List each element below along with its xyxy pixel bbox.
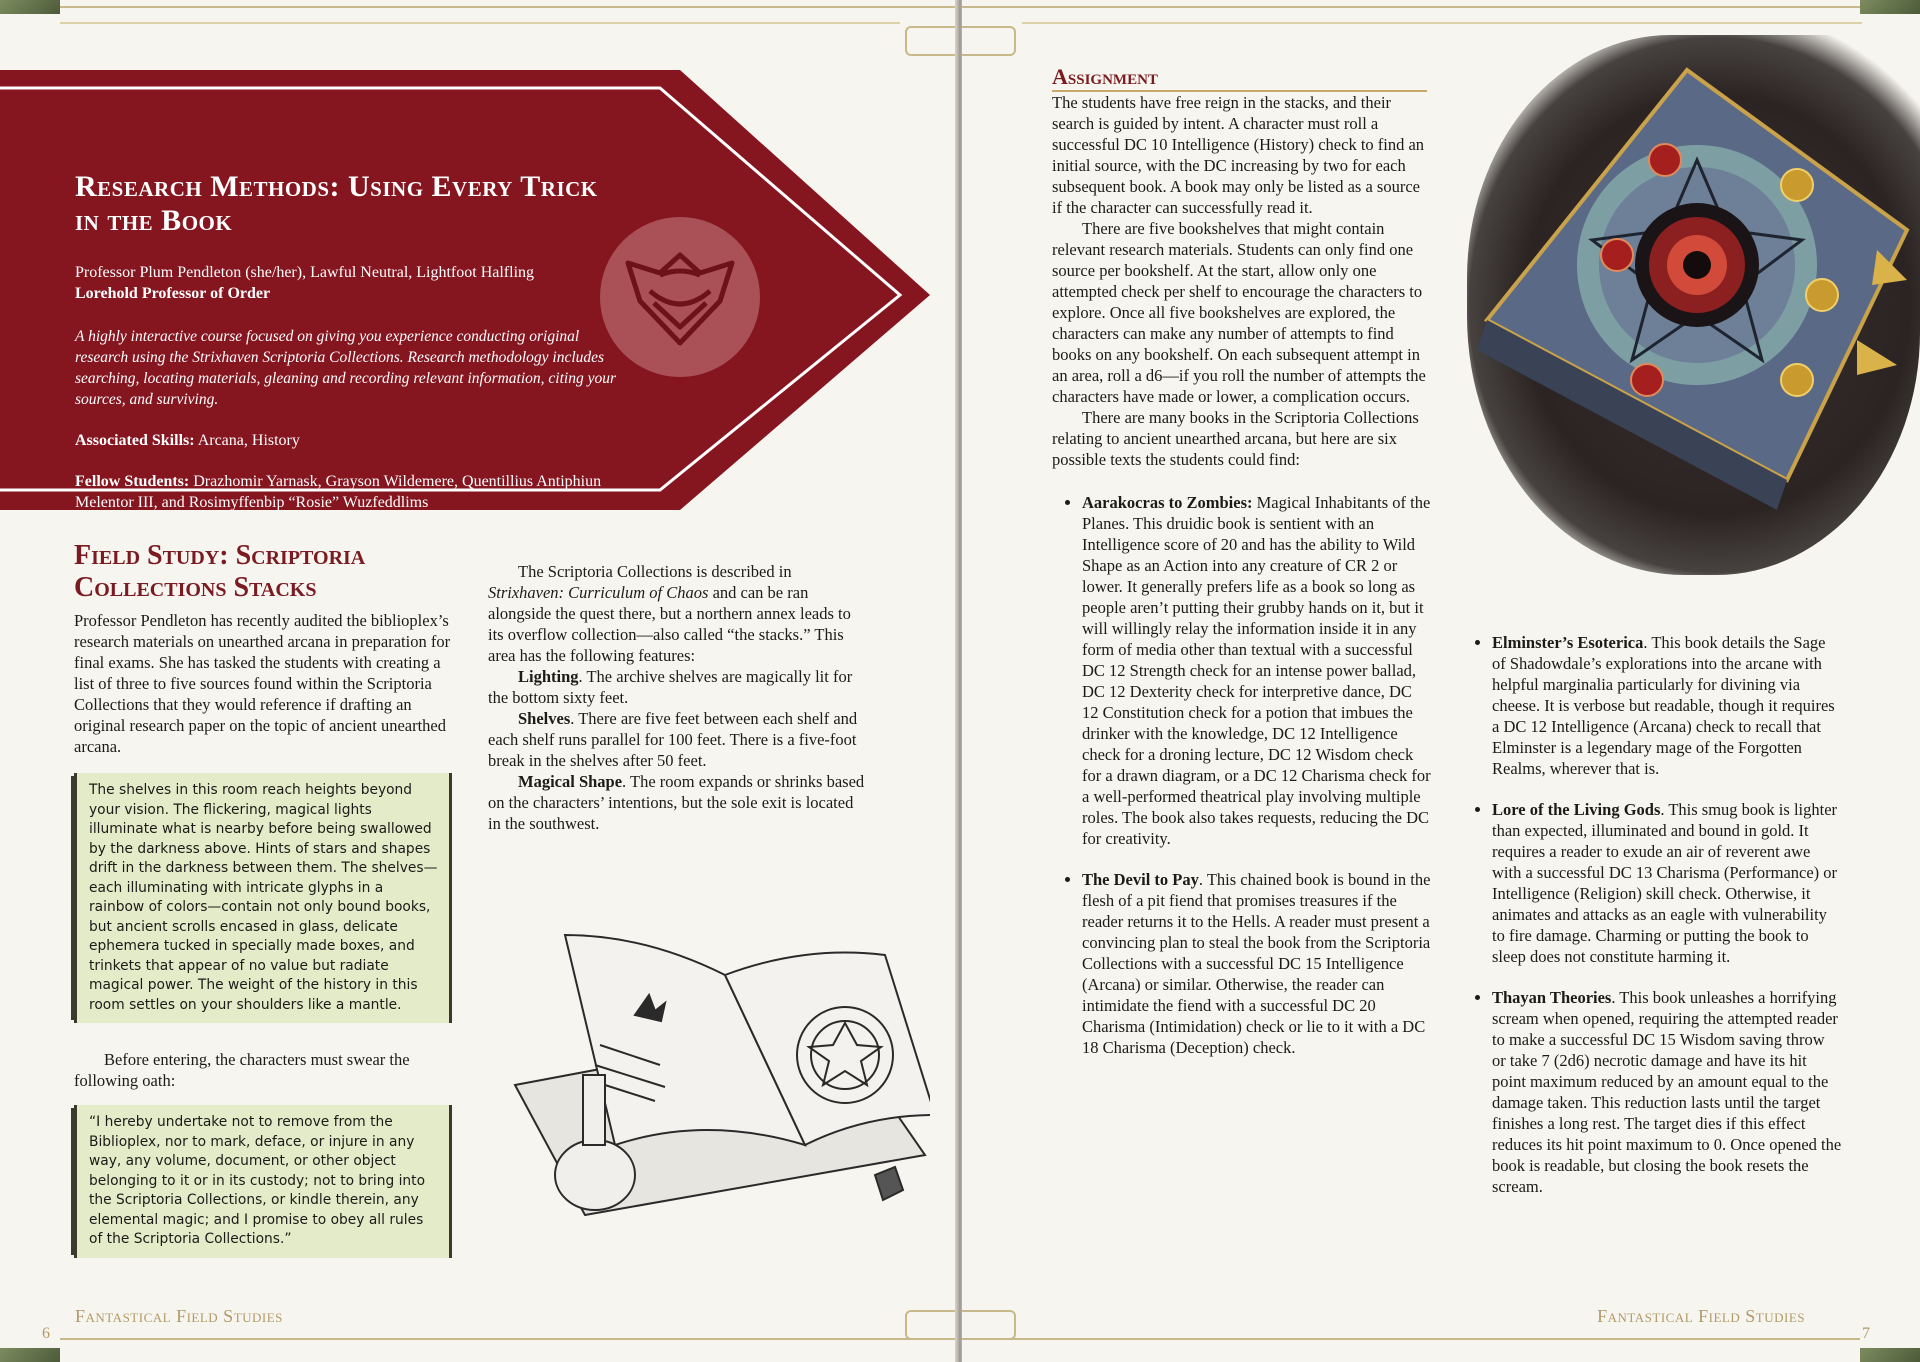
professor-position: Lorehold Professor of Order [75, 285, 271, 302]
book-list-column-2 [1462, 632, 1842, 1217]
left-column-1 [74, 540, 452, 1258]
right-page [962, 0, 1920, 1362]
assignment-heading: Assignment [1052, 64, 1427, 92]
left-page-number: 6 [42, 1325, 50, 1342]
top-hex-ornament [962, 26, 1016, 56]
left-footer: Fantastical Field Studies [75, 1306, 283, 1326]
oath-box: “I hereby undertake not to remove from the Biblioplex, nor to mark, deface, or injure in any way, any volume, document, or other object belonging to it or in its custody; not to bring into the Scriptoria Collections, or kindle therein, any elemental magic; and I promise to obey all rules of the Scriptoria Collections.” [74, 1105, 452, 1258]
book-description: . This book details the Sage of Shadowdale’s explorations into the arcane with helpful marginalia particularly for divining via cheese. It is verbose but readable, though it requires a DC 12 Intelligence (Arcana) check to recall that Elminster is a legendary mage of the Forgotten Realms, wherever that is. [1492, 633, 1835, 778]
list-item [1082, 869, 1432, 1058]
top-border [962, 6, 1860, 8]
banner-text [75, 170, 635, 513]
shelves-text: . There are five feet between each shelf and each shelf runs parallel for 100 feet. There is a five-foot break in the shelves after 50 feet. [488, 709, 858, 770]
open-spellbook-illustration-icon [505, 905, 930, 1250]
book-description: . This chained book is bound in the flesh of a pit fiend that promises treasures if the reader returns it to the Hells. A reader must present a convincing plan to steal the book from the Scriptoria Collections with a successful DC 15 Intelligence (Arcana) or similar. Otherwise, the reader can intimidate the fiend with a successful DC 20 Charisma (Intimidation) check or lie to it with a DC 18 Charisma (Deception) check. [1082, 870, 1431, 1057]
bottom-hex-ornament [905, 1310, 958, 1340]
book-list-1 [1052, 492, 1432, 1058]
top-hex-ornament [905, 26, 958, 56]
book-title: Aarakocras to Zombies: [1082, 493, 1253, 512]
top-border-inner [1022, 22, 1862, 24]
list-item [1082, 492, 1432, 849]
corner-ornament [0, 0, 60, 14]
feature-magical-shape [488, 771, 866, 834]
lighting-text: . The archive shelves are magically lit for the bottom sixty feet. [488, 667, 853, 707]
feature-shelves [488, 708, 866, 771]
field-study-heading-line2: Collections Stacks [74, 572, 317, 603]
list-item [1492, 632, 1842, 779]
book-title: Thayan Theories [1492, 988, 1612, 1007]
list-item [1492, 987, 1842, 1197]
oath-intro: Before entering, the characters must swear the following oath: [74, 1050, 410, 1090]
top-border [60, 6, 958, 8]
skills-label: Associated Skills: [75, 432, 195, 449]
read-aloud-box: The shelves in this room reach heights beyond your vision. The flickering, magical lights illuminate what is nearby before being swallowed by the darkness above. Hints of stars and shapes drift in the darkness between them. The shelves—each illuminating with intricate glyphs in a rainbow of colors—contain not only bound books, but ancient scrolls encased in glass, delicate ephemera tucked in specially made boxes, and trinkets that appear of no value but radiate magical power. The weight of the history in this room settles on your shoulders like a mantle. [74, 773, 452, 1023]
eye-tome-illustration-icon [1467, 50, 1920, 550]
book-title: Elminster’s Esoterica [1492, 633, 1644, 652]
shape-text: . The room expands or shrinks based on the characters’ intentions, but the sole exit is located in the southwest. [488, 772, 865, 833]
book-title: The Devil to Pay [1082, 870, 1199, 889]
assignment-paragraph-3: There are many books in the Scriptoria Collections relating to ancient unearthed arcana, but here are six possible texts the students could find: [1052, 408, 1419, 469]
shape-label: Magical Shape [518, 772, 623, 791]
bottom-border [962, 1338, 1860, 1340]
book-list-2 [1462, 632, 1842, 1197]
bottom-border [60, 1338, 958, 1340]
field-study-heading [74, 540, 452, 604]
feature-lighting [488, 666, 866, 708]
collections-description [488, 561, 866, 666]
right-page-number: 7 [1862, 1325, 1870, 1342]
assignment-paragraph-1: The students have free reign in the stacks, and their search is guided by intent. A character must roll a successful DC 10 Intelligence (History) check to find an initial source, with the DC increasing by two for each subsequent book. A book may only be listed as a source if the character can successfully read it. [1052, 93, 1425, 217]
collections-text-a: The Scriptoria Collections is described in [518, 562, 792, 581]
course-title-line2: in the Book [75, 204, 233, 237]
bottom-corner-ornament [1860, 1348, 1920, 1362]
book-title: Lore of the Living Gods [1492, 800, 1661, 819]
course-description: A highly interactive course focused on giving you experience conducting original research using the Strixhaven Scriptoria Collections. Research methodology includes searching, locating materials, gleaning and recording relevant information, citing your sources, and surviving. [75, 328, 617, 408]
left-page [0, 0, 958, 1362]
course-banner [0, 70, 930, 510]
left-column-2 [488, 561, 866, 834]
professor-name: Professor Plum Pendleton (she/her), Lawful Neutral, Lightfoot Halfling [75, 264, 535, 281]
field-study-heading-line1: Field Study: Scriptoria [74, 540, 366, 571]
book-description: Magical Inhabitants of the Planes. This druidic book is sentient with an Intelligence score of 20 and has the ability to Wild Shape as an Action into any creature of CR 2 or lower. It generally prefers life as a book so long as people aren’t putting their grubby hands on it, but it will willingly relay the information inside it in any form of media other than textual with a successful DC 12 Strength check for an intense power ballad, DC 12 Dexterity check for interpretive dance, DC 12 Constitution check for a potion that imbues the drinker with the knowledge, DC 12 Intelligence check for a droning lecture, DC 12 Wisdom check for a drawn diagram, or a DC 12 Charisma check for a well-performed theatrical play involving multiple roles. The book also takes requests, reducing the DC for creativity. [1082, 493, 1431, 848]
top-border-inner [60, 22, 900, 24]
list-item [1492, 799, 1842, 967]
fellow-label: Fellow Students: [75, 473, 190, 490]
shelves-label: Shelves [518, 709, 571, 728]
skills-value: Arcana, History [194, 432, 300, 449]
assignment-paragraph-2: There are five bookshelves that might contain relevant research materials. Students can only find one source per bookshelf. At the start, allow only one attempted check per shelf to encourage the characters to explore. Once all five bookshelves are explored, the characters can make any number of attempts to find books on any bookshelf. On each subsequent attempt in an area, roll a d6—if you roll the number of attempts the characters have made or lower, a complication occurs. [1052, 219, 1426, 406]
assignment-column [1052, 64, 1432, 1078]
course-title-line1: Research Methods: Using Every Trick [75, 170, 598, 203]
book-reference: Strixhaven: Curriculum of Chaos [488, 583, 709, 602]
book-description: . This book unleashes a horrifying scream when opened, requiring the attempted reader to make a successful DC 15 Wisdom saving throw or take 7 (2d6) necrotic damage and have its hit point maximum reduced by an amount equal to the damage taken. This reduction lasts until the target finishes a long rest. The target dies if this effect reduces its hit point maximum to 0. Once opened the book is readable, but closing the book resets the scream. [1492, 988, 1842, 1196]
bottom-corner-ornament [0, 1348, 60, 1362]
right-footer: Fantastical Field Studies [1597, 1306, 1805, 1326]
corner-ornament [1860, 0, 1920, 14]
bottom-hex-ornament [962, 1310, 1016, 1340]
fellow-students [75, 471, 635, 513]
fellow-value: Drazhomir Yarnask, Grayson Wildemere, Quentillius Antiphiun Melentor III, and Rosimyffenbip “Rosie” Wuzfeddlims [75, 473, 602, 511]
associated-skills [75, 430, 635, 451]
collections-text-b: and can be ran alongside the quest there, but a northern annex leads to its overflow collection—also called “the stacks.” This area has the following features: [488, 583, 851, 665]
field-study-intro: Professor Pendleton has recently audited the biblioplex’s research materials on unearthed arcana in preparation for final exams. She has tasked the students with creating a list of three to five sources found within the Scriptoria Collections that they would reference if drafting an original research paper on the topic of ancient unearthed arcana. [74, 611, 451, 756]
book-description: . This smug book is lighter than expected, illuminated and bound in gold. It requires a reader to exude an air of reverent awe with a successful DC 13 Charisma (Performance) or Intelligence (Religion) skill check. Otherwise, it animates and attacks as an eagle with vulnerability to fire damage. Charming or putting the book to sleep does not constitute harming it. [1492, 800, 1838, 966]
lighting-label: Lighting [518, 667, 579, 686]
course-title [75, 170, 635, 238]
